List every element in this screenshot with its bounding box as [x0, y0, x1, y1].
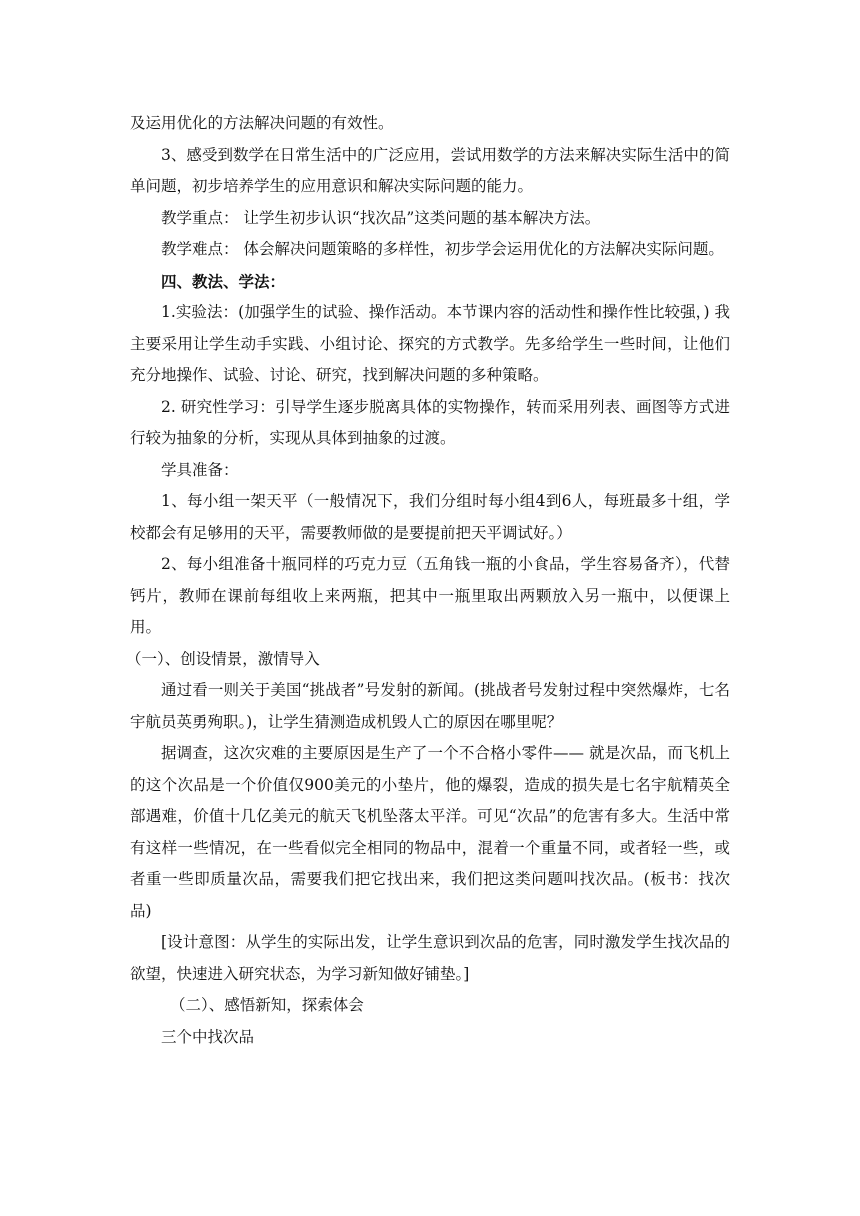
section-heading-methods: 四、教法、学法： — [161, 271, 286, 291]
paragraph-materials-1: 1、每小组一架天平（一般情况下，我们分组时每小组4到6人，每班最多十组，学校都会有足够用的天平，需要教师做的是要提前把天平调试好。） — [130, 492, 730, 542]
paragraph-research-learning: 2. 研究性学习：引导学生逐步脱离具体的实物操作，转而采用列表、画图等方式进行较为抽象的分析，实现从具体到抽象的过渡。 — [130, 397, 730, 447]
paragraph-teaching-focus: 教学重点： 让学生初步认识“找次品”这类问题的基本解决方法。 — [161, 208, 601, 227]
section-heading-explore: （二）、感悟新知，探索体会 — [170, 996, 364, 1014]
section-heading-intro: （一）、创设情景，激情导入 — [126, 649, 320, 668]
paragraph-design-intent: [设计意图：从学生的实际出发，让学生意识到次品的危害，同时激发学生找次品的欲望，快速进入研究状态，为学习新知做好铺垫。] — [130, 933, 730, 983]
paragraph-continuation: 及运用优化的方法解决问题的有效性。 — [130, 114, 394, 132]
paragraph-goal-3: 3、感受到数学在日常生活中的广泛应用，尝试用数学的方法来解决实际生活中的简单问题，初步培养学生的应用意识和解决实际问题的能力。 — [130, 145, 730, 195]
paragraph-investigation: 据调查，这次灾难的主要原因是生产了一个不合格小零件—— 就是次品，而飞机上的这个次品是一个价值仅900美元的小垫片，他的爆裂，造成的损失是七名宇航精英全部遇难，价值十几亿美元的航天飞机坠落太平洋。可见“次品”的危害有多大。生活中常有这样一些情况，在一些看似完全相同的物品中，混着一个重量不同，或者轻一些，或者重一些即质量次品，需要我们把它找出来，我们把这类问题叫找次品。(板书：找次品) — [130, 744, 730, 920]
paragraph-teaching-difficulty: 教学难点： 体会解决问题策略的多样性，初步学会运用优化的方法解决实际问题。 — [161, 240, 724, 258]
paragraph-experiment-method: 1.实验法：(加强学生的试验、操作活动。本节课内容的活动性和操作性比较强，) 我主要采用让学生动手实践、小组讨论、探究的方式教学。先多给学生一些时间，让他们充分地操作、试验、讨论、研究，找到解决问题的多种策略。 — [130, 303, 730, 384]
paragraph-materials-heading: 学具准备： — [161, 460, 239, 479]
document-body — [126, 108, 730, 1053]
paragraph-three-items: 三个中找次品 — [161, 1027, 255, 1046]
paragraph-materials-2: 2、每小组准备十瓶同样的巧克力豆（五角钱一瓶的小食品，学生容易备齐），代替钙片，教师在课前每组收上来两瓶，把其中一瓶里取出两颗放入另一瓶中，以便课上用。 — [130, 555, 730, 636]
paragraph-news: 通过看一则关于美国“挑战者”号发射的新闻。(挑战者号发射过程中突然爆炸，七名宇航员英勇殉职。)，让学生猜测造成机毁人亡的原因在哪里呢？ — [130, 681, 730, 731]
